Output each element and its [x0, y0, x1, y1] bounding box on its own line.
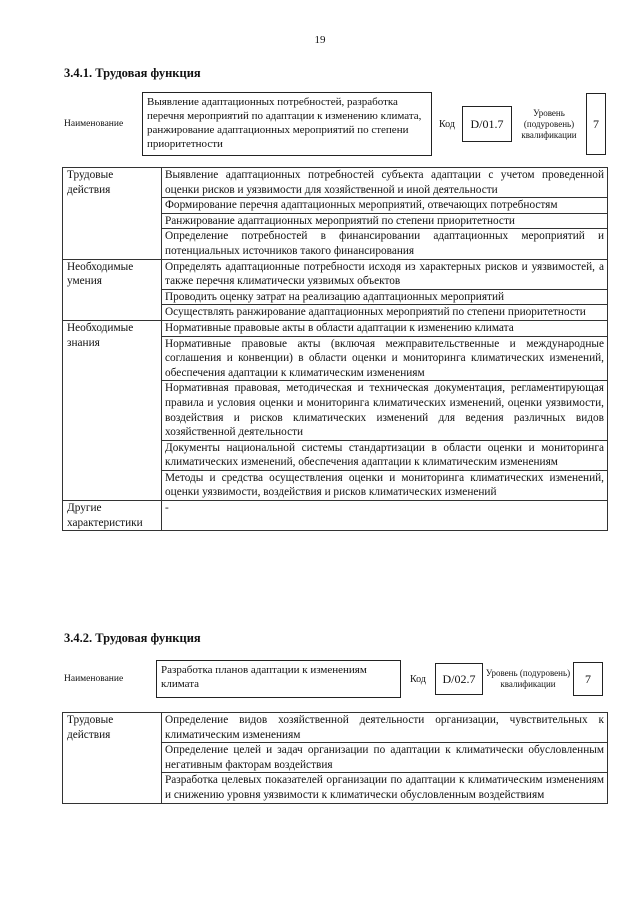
level-label: Уровень (подуровень) квалификации [521, 107, 577, 140]
table-row [63, 168, 608, 198]
level-value-box: 7 [586, 93, 606, 155]
table-row [63, 501, 608, 531]
table-cell: Нормативная правовая, методическая и техническая документация, регламентирующая правила и условия оценки и мониторинга климатических изменений, оценки уязвимости, воздействия и рисков климатических изменений для ведения различных видов хозяйственной деятельности [162, 381, 608, 440]
row-label: Необходимые умения [63, 259, 162, 320]
page-number: 19 [314, 34, 326, 46]
table-cell: Ранжирование адаптационных мероприятий по степени приоритетности [162, 213, 608, 229]
function-header [64, 660, 603, 698]
table-cell: Формирование перечня адаптационных мероприятий, отвечающих потребностям [162, 198, 608, 214]
level-value-box: 7 [573, 662, 603, 696]
table-cell: Определять адаптационные потребности исходя из характерных рисков и уязвимостей, а также перечня климатически уязвимых объектов [162, 259, 608, 289]
table-cell: Нормативные правовые акты в области адаптации к изменению климата [162, 320, 608, 336]
row-label: Необходимые знания [63, 320, 162, 500]
name-label: Наименование [64, 119, 124, 129]
table-cell: Разработка целевых показателей организации по адаптации к климатическим изменениям и снижению уровня уязвимости к климатически обусловленным воздействиям [162, 773, 608, 803]
table-cell: Определение видов хозяйственной деятельности организации, чувствительных к климатическим изменениям [162, 713, 608, 743]
table-cell: Нормативные правовые акты (включая межправительственные и международные соглашения и конвенции) в области оценки и мониторинга климатических изменений, обеспечения адаптации к климатическим изменениям [162, 336, 608, 381]
row-label: Трудовые действия [63, 713, 162, 804]
code-label: Код [439, 118, 455, 130]
table-cell: Документы национальной системы стандартизации в области оценки и мониторинга климатических изменений, обеспечения адаптации к климатическим изменениям [162, 440, 608, 470]
table-cell: Осуществлять ранжирование адаптационных мероприятий по степени приоритетности [162, 305, 608, 321]
section-title: 3.4.2. Трудовая функция [64, 631, 201, 645]
level-label: Уровень (подуровень) квалификации [485, 668, 571, 689]
code-label: Код [410, 673, 426, 685]
table-row [63, 713, 608, 743]
function-header [64, 92, 606, 156]
name-label: Наименование [64, 674, 124, 684]
section-title: 3.4.1. Трудовая функция [64, 66, 201, 80]
table-cell: Методы и средства осуществления оценки и мониторинга климатических изменений, оценки уязвимости, воздействия и рисков климатических изменений [162, 470, 608, 500]
name-value-box: Выявление адаптационных потребностей, разработка перечня мероприятий по адаптации к изменению климата, ранжирование адаптационных мероприятий по степени приоритетности [142, 92, 432, 156]
table-row [63, 320, 608, 336]
row-label: Другие характеристики [63, 501, 162, 531]
name-value-box: Разработка планов адаптации к изменениям климата [156, 660, 401, 698]
table-cell: Определение целей и задач организации по адаптации к климатически обусловленным негативным факторам воздействия [162, 743, 608, 773]
row-label: Трудовые действия [63, 168, 162, 260]
table-row [63, 259, 608, 289]
function-table [62, 712, 608, 804]
code-value-box: D/02.7 [435, 663, 483, 695]
function-table [62, 167, 608, 531]
table-cell: Проводить оценку затрат на реализацию адаптационных мероприятий [162, 289, 608, 305]
table-cell: Определение потребностей в финансировании адаптационных мероприятий и потенциальных источников такого финансирования [162, 229, 608, 259]
table-cell: Выявление адаптационных потребностей субъекта адаптации с учетом проведенной оценки рисков и уязвимости для хозяйственной и иной деятельности [162, 168, 608, 198]
code-value-box: D/01.7 [462, 106, 512, 142]
table-cell: - [162, 501, 608, 531]
